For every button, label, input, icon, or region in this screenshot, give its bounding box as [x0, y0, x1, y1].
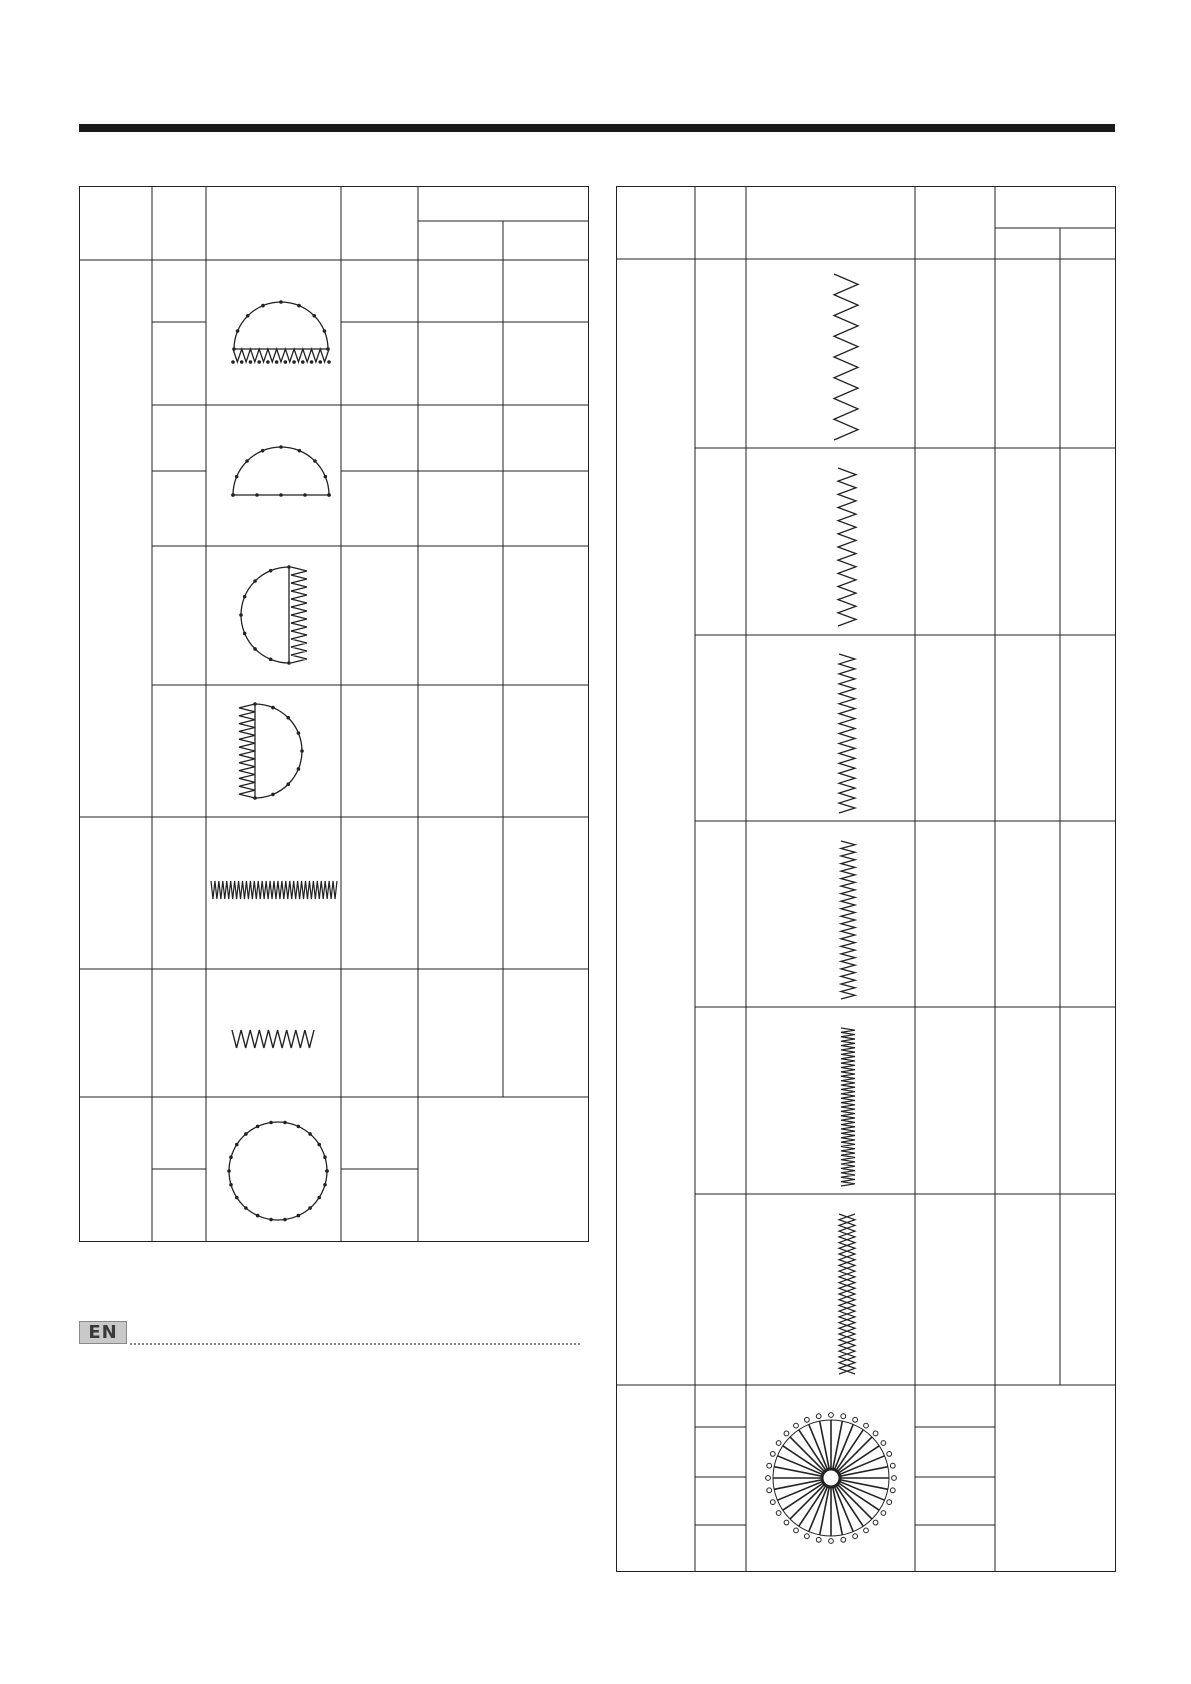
- language-badge: EN: [79, 1321, 127, 1344]
- section-divider: [130, 1343, 580, 1345]
- pattern-circle-outline: [79, 186, 589, 1242]
- header-rule: [79, 124, 1115, 132]
- left-stitch-table: [79, 186, 589, 1242]
- pattern-eyelet-sunburst: [616, 186, 1116, 1572]
- right-stitch-table: [616, 186, 1116, 1572]
